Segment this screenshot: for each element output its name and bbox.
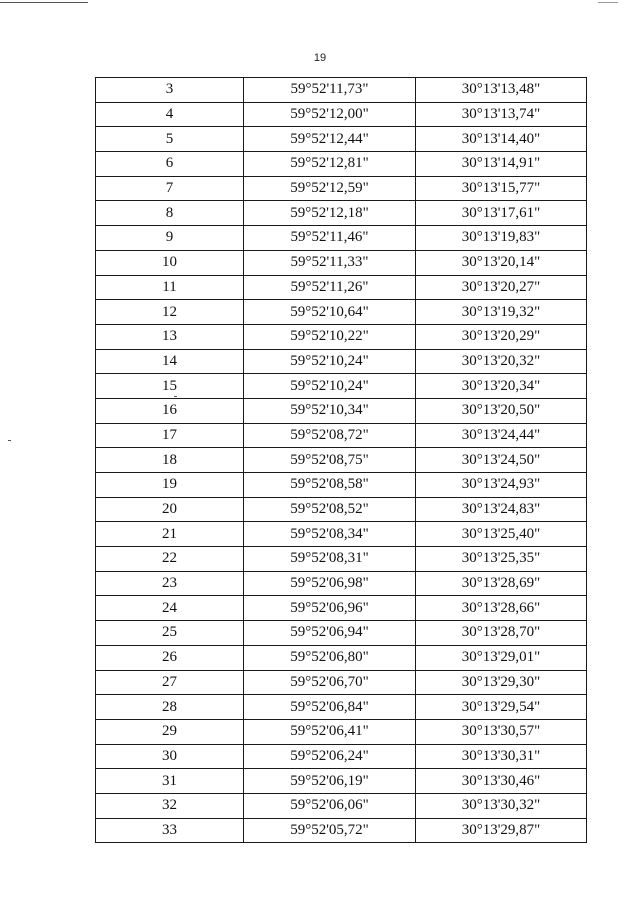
longitude-cell: 30°13'24,93" <box>416 473 587 498</box>
point-number-cell: 24 <box>96 596 244 621</box>
latitude-cell: 59°52'10,34" <box>244 398 416 423</box>
coordinates-table-body <box>96 78 587 843</box>
point-number-cell: 3 <box>96 78 244 103</box>
longitude-cell: 30°13'13,74" <box>416 102 587 127</box>
latitude-cell: 59°52'06,84" <box>244 695 416 720</box>
longitude-cell: 30°13'24,50" <box>416 448 587 473</box>
latitude-cell: 59°52'06,80" <box>244 645 416 670</box>
latitude-cell: 59°52'06,06" <box>244 793 416 818</box>
point-number-cell: 23 <box>96 571 244 596</box>
point-number-cell: 17 <box>96 423 244 448</box>
point-number-cell: 33 <box>96 818 244 843</box>
latitude-cell: 59°52'08,75" <box>244 448 416 473</box>
table-row <box>96 324 587 349</box>
point-number-cell: 8 <box>96 201 244 226</box>
longitude-cell: 30°13'19,83" <box>416 226 587 251</box>
latitude-cell: 59°52'06,98" <box>244 571 416 596</box>
point-number-cell: 26 <box>96 645 244 670</box>
table-row <box>96 719 587 744</box>
longitude-cell: 30°13'20,29" <box>416 324 587 349</box>
table-row <box>96 818 587 843</box>
point-number-cell: 4 <box>96 102 244 127</box>
table-row <box>96 670 587 695</box>
coordinates-table <box>95 77 587 843</box>
point-number-cell: 20 <box>96 497 244 522</box>
table-row <box>96 547 587 572</box>
latitude-cell: 59°52'06,94" <box>244 621 416 646</box>
scan-artifact-line <box>0 2 88 3</box>
table-row <box>96 769 587 794</box>
table-row <box>96 226 587 251</box>
longitude-cell: 30°13'29,30" <box>416 670 587 695</box>
latitude-cell: 59°52'05,72" <box>244 818 416 843</box>
table-row <box>96 571 587 596</box>
latitude-cell: 59°52'11,33" <box>244 250 416 275</box>
table-row <box>96 473 587 498</box>
longitude-cell: 30°13'13,48" <box>416 78 587 103</box>
page-number: 19 <box>313 52 327 64</box>
latitude-cell: 59°52'11,73" <box>244 78 416 103</box>
point-number-cell: 5 <box>96 127 244 152</box>
longitude-cell: 30°13'14,40" <box>416 127 587 152</box>
table-row <box>96 152 587 177</box>
longitude-cell: 30°13'24,44" <box>416 423 587 448</box>
point-number-cell: 18 <box>96 448 244 473</box>
latitude-cell: 59°52'08,52" <box>244 497 416 522</box>
point-number-cell: 31 <box>96 769 244 794</box>
latitude-cell: 59°52'10,24" <box>244 349 416 374</box>
table-row <box>96 695 587 720</box>
point-number-cell: 13 <box>96 324 244 349</box>
longitude-cell: 30°13'15,77" <box>416 176 587 201</box>
longitude-cell: 30°13'28,70" <box>416 621 587 646</box>
latitude-cell: 59°52'06,41" <box>244 719 416 744</box>
latitude-cell: 59°52'12,18" <box>244 201 416 226</box>
longitude-cell: 30°13'28,69" <box>416 571 587 596</box>
table-row <box>96 793 587 818</box>
table-row <box>96 645 587 670</box>
point-number-cell: 14 <box>96 349 244 374</box>
latitude-cell: 59°52'06,96" <box>244 596 416 621</box>
table-row <box>96 596 587 621</box>
point-number-cell: 22 <box>96 547 244 572</box>
table-row <box>96 744 587 769</box>
latitude-cell: 59°52'10,22" <box>244 324 416 349</box>
point-number-cell: 6 <box>96 152 244 177</box>
latitude-cell: 59°52'10,64" <box>244 300 416 325</box>
table-row <box>96 349 587 374</box>
table-row <box>96 275 587 300</box>
longitude-cell: 30°13'24,83" <box>416 497 587 522</box>
longitude-cell: 30°13'20,27" <box>416 275 587 300</box>
point-number-cell: 30 <box>96 744 244 769</box>
point-number-cell: 7 <box>96 176 244 201</box>
point-number-cell: 29 <box>96 719 244 744</box>
longitude-cell: 30°13'28,66" <box>416 596 587 621</box>
latitude-cell: 59°52'08,34" <box>244 522 416 547</box>
point-number-cell: 12 <box>96 300 244 325</box>
longitude-cell: 30°13'20,32" <box>416 349 587 374</box>
table-row <box>96 448 587 473</box>
table-row <box>96 250 587 275</box>
latitude-cell: 59°52'12,81" <box>244 152 416 177</box>
point-number-cell: 15 <box>96 374 244 399</box>
point-number-cell: 27 <box>96 670 244 695</box>
longitude-cell: 30°13'30,57" <box>416 719 587 744</box>
longitude-cell: 30°13'20,50" <box>416 398 587 423</box>
latitude-cell: 59°52'06,24" <box>244 744 416 769</box>
point-number-cell: 11 <box>96 275 244 300</box>
longitude-cell: 30°13'30,46" <box>416 769 587 794</box>
point-number-cell: 25 <box>96 621 244 646</box>
table-row <box>96 398 587 423</box>
table-row <box>96 201 587 226</box>
point-number-cell: 28 <box>96 695 244 720</box>
point-number-cell: 19 <box>96 473 244 498</box>
longitude-cell: 30°13'29,54" <box>416 695 587 720</box>
table-row <box>96 102 587 127</box>
latitude-cell: 59°52'11,26" <box>244 275 416 300</box>
longitude-cell: 30°13'20,34" <box>416 374 587 399</box>
table-row <box>96 522 587 547</box>
longitude-cell: 30°13'30,32" <box>416 793 587 818</box>
latitude-cell: 59°52'12,59" <box>244 176 416 201</box>
point-number-cell: 32 <box>96 793 244 818</box>
latitude-cell: 59°52'06,70" <box>244 670 416 695</box>
latitude-cell: 59°52'06,19" <box>244 769 416 794</box>
table-row <box>96 300 587 325</box>
point-number-cell: 16 <box>96 398 244 423</box>
longitude-cell: 30°13'29,87" <box>416 818 587 843</box>
latitude-cell: 59°52'12,44" <box>244 127 416 152</box>
latitude-cell: 59°52'08,58" <box>244 473 416 498</box>
point-number-cell: 21 <box>96 522 244 547</box>
latitude-cell: 59°52'12,00" <box>244 102 416 127</box>
point-number-cell: 9 <box>96 226 244 251</box>
table-row <box>96 497 587 522</box>
longitude-cell: 30°13'30,31" <box>416 744 587 769</box>
table-row <box>96 78 587 103</box>
longitude-cell: 30°13'20,14" <box>416 250 587 275</box>
latitude-cell: 59°52'08,31" <box>244 547 416 572</box>
longitude-cell: 30°13'25,35" <box>416 547 587 572</box>
point-number-cell: 10 <box>96 250 244 275</box>
scan-artifact-dot <box>8 440 11 441</box>
table-row <box>96 127 587 152</box>
table-row <box>96 374 587 399</box>
table-row <box>96 621 587 646</box>
longitude-cell: 30°13'19,32" <box>416 300 587 325</box>
latitude-cell: 59°52'10,24" <box>244 374 416 399</box>
longitude-cell: 30°13'17,61" <box>416 201 587 226</box>
longitude-cell: 30°13'25,40" <box>416 522 587 547</box>
longitude-cell: 30°13'29,01" <box>416 645 587 670</box>
latitude-cell: 59°52'08,72" <box>244 423 416 448</box>
longitude-cell: 30°13'14,91" <box>416 152 587 177</box>
table-row <box>96 176 587 201</box>
table-row <box>96 423 587 448</box>
scan-artifact-line <box>598 2 618 3</box>
latitude-cell: 59°52'11,46" <box>244 226 416 251</box>
